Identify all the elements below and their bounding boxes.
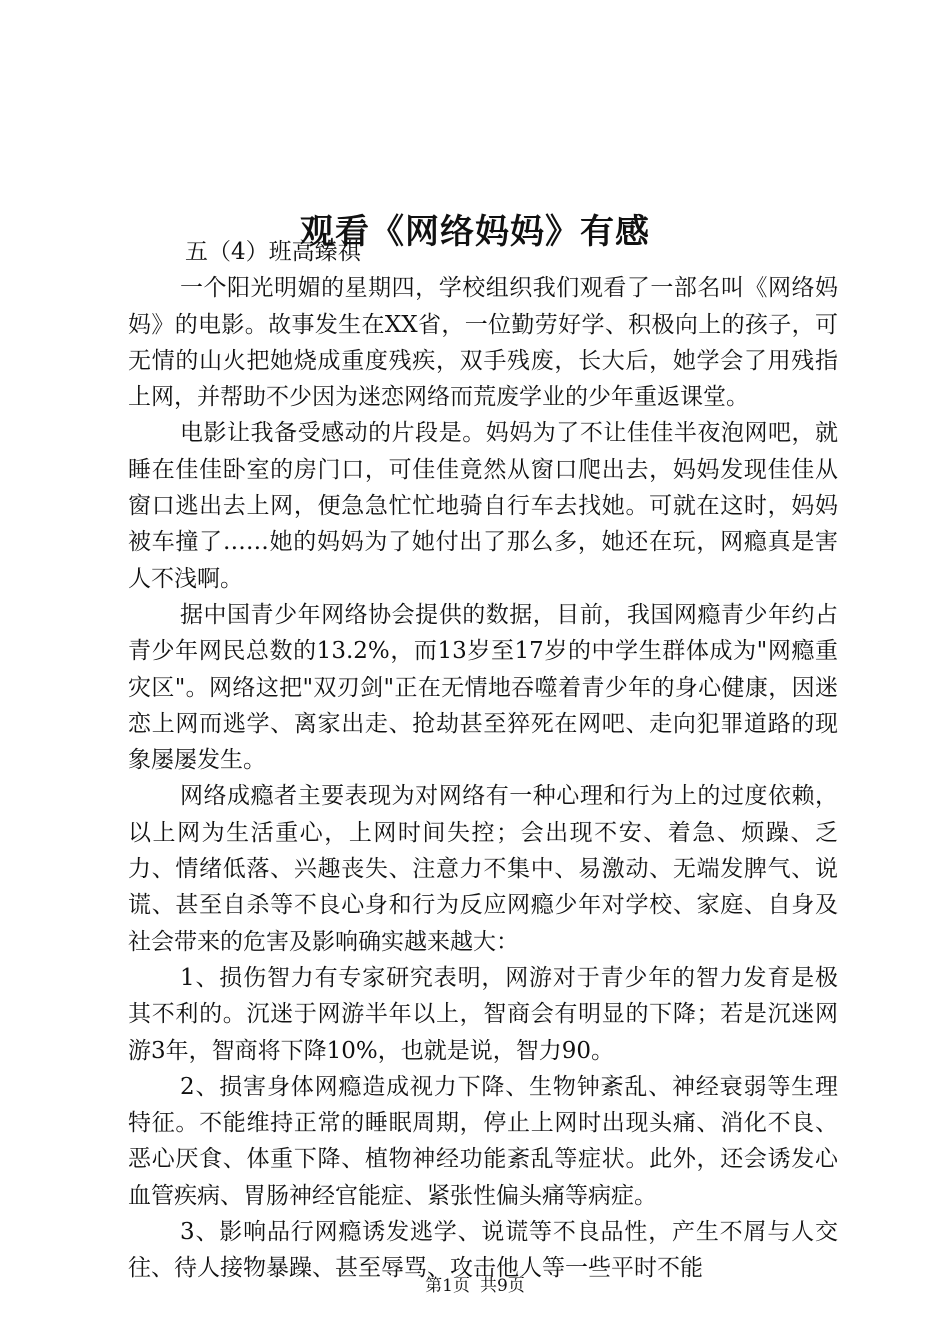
page-footer	[0, 1274, 950, 1298]
paragraph: 网络成瘾者主要表现为对网络有一种心理和行为上的过度依赖，以上网为生活重心，上网时间失控；会出现不安、着急、烦躁、乏力、情绪低落、兴趣丧失、注意力不集中、易激动、无端发脾气、说谎、甚至自杀等不良心身和行为反应网瘾少年对学校、家庭、自身及社会带来的危害及影响确实越来越大：	[128, 783, 838, 955]
paragraph: 1、损伤智力有专家研究表明，网游对于青少年的智力发育是极其不利的。沉迷于网游半年以上，智商会有明显的下降；若是沉迷网游3年，智商将下降10%，也就是说，智力90。	[128, 964, 838, 1064]
paragraph: 据中国青少年网络协会提供的数据，目前，我国网瘾青少年约占青少年网民总数的13.2%，而13岁至17岁的中学生群体成为"网瘾重灾区"。网络这把"双刃剑"正在无情地吞噬着青少年的身心健康，因迷恋上网而逃学、离家出走、抢劫甚至猝死在网吧、走向犯罪道路的现象屡屡发生。	[128, 601, 838, 774]
paragraph: 2、损害身体网瘾造成视力下降、生物钟紊乱、神经衰弱等生理特征。不能维持正常的睡眠周期，停止上网时出现头痛、消化不良、恶心厌食、体重下降、植物神经功能紊乱等症状。此外，还会诱发心血管疾病、胃肠神经官能症、紧张性偏头痛等病症。	[128, 1073, 838, 1209]
page-total: 共9页	[480, 1276, 525, 1296]
page-number: 第1页	[425, 1276, 470, 1296]
document-body	[128, 234, 838, 1287]
paragraph: 一个阳光明媚的星期四，学校组织我们观看了一部名叫《网络妈妈》的电影。故事发生在XX省，一位勤劳好学、积极向上的孩子，可无情的山火把她烧成重度残疾，双手残废，长大后，她学会了用残指上网，并帮助不少因为迷恋网络而荒废学业的少年重返课堂。	[128, 275, 838, 411]
author-line: 五（4）班高臻祺	[185, 239, 361, 265]
paragraph: 3、影响品行网瘾诱发逃学、说谎等不良品性，产生不屑与人交往、待人接物暴躁、甚至辱骂、攻击他人等一些平时不能	[128, 1219, 838, 1282]
document-title: 观看《网络妈妈》有感	[300, 211, 650, 252]
paragraph: 电影让我备受感动的片段是。妈妈为了不让佳佳半夜泡网吧，就睡在佳佳卧室的房门口，可佳佳竟然从窗口爬出去，妈妈发现佳佳从窗口逃出去上网，便急急忙忙地骑自行车去找她。可就在这时，妈妈被车撞了……她的妈妈为了她付出了那么多，她还在玩，网瘾真是害人不浅啊。	[128, 420, 838, 592]
